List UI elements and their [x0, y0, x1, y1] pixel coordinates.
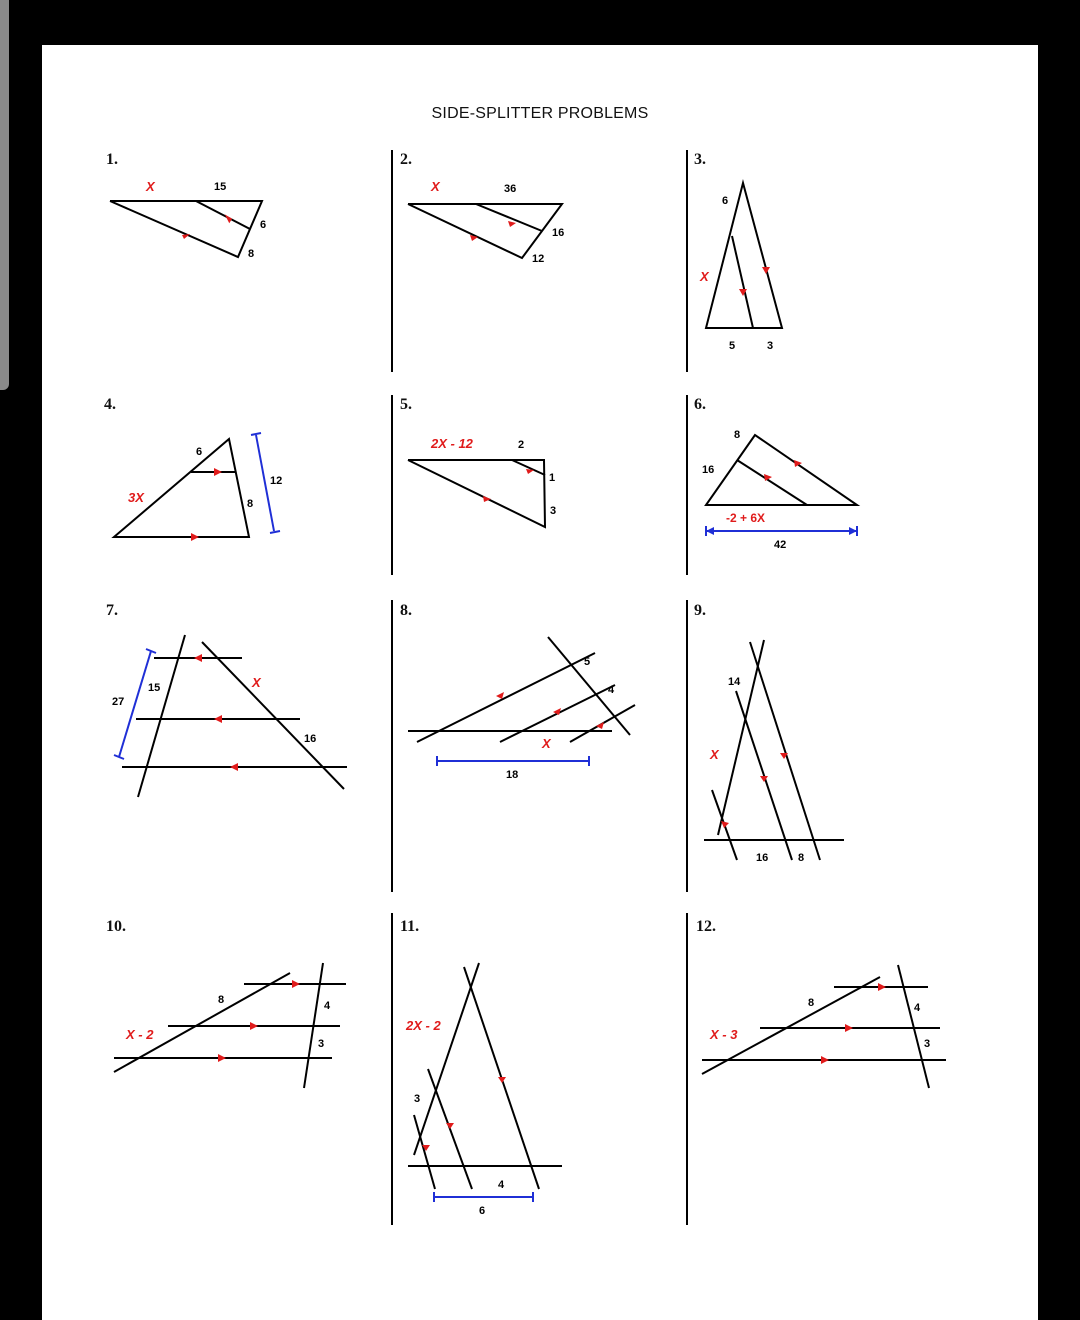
label-3: 3: [924, 1038, 931, 1050]
problem-number: 5.: [400, 396, 412, 413]
label-3: 3: [414, 1093, 421, 1105]
label-36: 36: [504, 183, 517, 195]
label-8: 8: [218, 994, 225, 1006]
problem-number: 10.: [106, 918, 126, 935]
problem-number: 12.: [696, 918, 716, 935]
label-3: 3: [767, 340, 774, 352]
scrollbar-handle[interactable]: [0, 0, 9, 390]
label-42: 42: [774, 539, 787, 551]
label-16: 16: [702, 464, 715, 476]
problem-number: 2.: [400, 151, 412, 168]
problem-number: 3.: [694, 151, 706, 168]
label-neg2-6x: -2 + 6X: [726, 511, 766, 525]
label-4: 4: [324, 1000, 331, 1012]
label-5: 5: [729, 340, 736, 352]
label-14: 14: [728, 676, 741, 688]
label-8: 8: [247, 498, 254, 510]
label-15: 15: [214, 181, 227, 193]
label-16: 16: [552, 227, 565, 239]
label-x: X: [431, 179, 440, 194]
label-3x: 3X: [128, 490, 144, 505]
label-6: 6: [260, 219, 267, 231]
problem-number: 11.: [400, 918, 420, 935]
label-3: 3: [318, 1038, 325, 1050]
label-15: 15: [148, 682, 161, 694]
label-x: X: [542, 736, 551, 751]
label-8: 8: [734, 429, 741, 441]
label-6: 6: [196, 446, 203, 458]
label-x: X: [252, 675, 261, 690]
label-2x-2: 2X - 2: [406, 1018, 441, 1033]
label-4: 4: [608, 684, 615, 696]
problem-12-figure: [42, 45, 1038, 1320]
problem-number: 9.: [694, 602, 706, 619]
worksheet-page: [42, 45, 1038, 1320]
label-x-2: X - 2: [126, 1027, 154, 1042]
label-8: 8: [248, 248, 255, 260]
label-4: 4: [914, 1002, 921, 1014]
label-16: 16: [304, 733, 317, 745]
label-18: 18: [506, 769, 519, 781]
label-1: 1: [549, 472, 556, 484]
label-3: 3: [550, 505, 557, 517]
label-12: 12: [532, 253, 545, 265]
problem-number: 7.: [106, 602, 118, 619]
label-16: 16: [756, 852, 769, 864]
label-27: 27: [112, 696, 125, 708]
label-5: 5: [584, 656, 591, 668]
problem-number: 1.: [106, 151, 118, 168]
problem-number: 4.: [104, 396, 116, 413]
label-2x-12: 2X - 12: [431, 436, 473, 451]
label-8: 8: [798, 852, 805, 864]
label-x: X: [710, 747, 719, 762]
problem-number: 8.: [400, 602, 412, 619]
label-6: 6: [479, 1205, 486, 1217]
problem-number: 6.: [694, 396, 706, 413]
label-2: 2: [518, 439, 525, 451]
label-x: X: [700, 269, 709, 284]
label-6: 6: [722, 195, 729, 207]
label-x: X: [146, 179, 155, 194]
label-x-3: X - 3: [710, 1027, 738, 1042]
label-12: 12: [270, 475, 283, 487]
label-4: 4: [498, 1179, 505, 1191]
label-8: 8: [808, 997, 815, 1009]
page-title: SIDE-SPLITTER PROBLEMS: [431, 105, 649, 122]
